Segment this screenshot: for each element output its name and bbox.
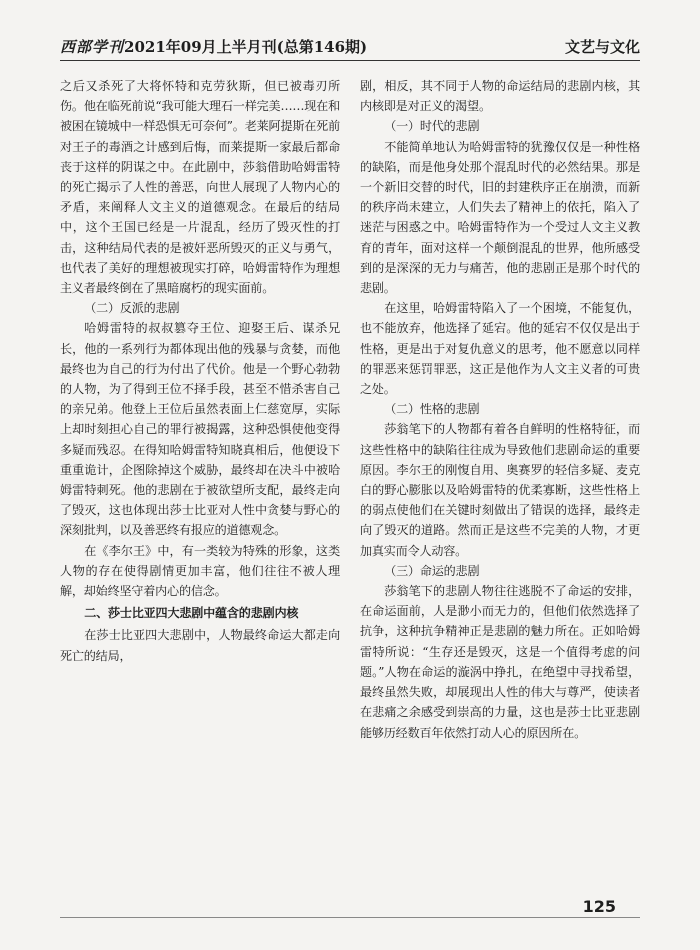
section-heading: （二）性格的悲剧 xyxy=(384,402,480,417)
paragraph: 在《李尔王》中，有一类较为特殊的形象，这类人物的存在使得剧情更加丰富，他们往往不被人理解，却始终坚守着内心的信念。 xyxy=(60,543,340,599)
journal-logo: 西部学刊 xyxy=(60,38,125,56)
section-heading: （三）命运的悲剧 xyxy=(384,563,480,578)
paragraph: 莎翁笔下的人物都有着各自鲜明的性格特征，而这些性格中的缺陷往往成为导致他们悲剧命运的重要原因。李尔王的刚愎自用、奥赛罗的轻信多疑、麦克白的野心膨胀以及哈姆雷特的优柔寡断，这些性格上的弱点使他们在关键时刻做出了错误的选择，最终走向了毁灭的道路。然而正是这些不完美的人物，才更加真实而令人动容。 xyxy=(360,422,640,558)
paragraph: 之后又杀死了大将怀特和克劳狄斯，但已被毒刃所伤。他在临死前说“我可能大理石一样完美……现在和被困在镜城中一样恐惧无可奈何”。老莱阿提斯在死前对王子的毒酒之计感到后悔，而莱提斯一家最后都命丧于这样的阴谋之中。在此剧中，莎翁借助哈姆雷特的死亡揭示了人性的善恶，向世人展现了人物内心的矛盾，来阐释人文主义的道德观念。在最后的结局中，这个王国已经是一片混乱，经历了毁灭性的打击，这种结局代表的是被奸恶所毁灭的正义与勇气，也代表了美好的理想被现实打碎，哈姆雷特作为理想主义者最终倒在了黑暗腐朽的现实面前。 xyxy=(60,79,340,296)
page-number: 125 xyxy=(582,897,616,916)
section-heading: （一）时代的悲剧 xyxy=(384,119,480,134)
header-rule xyxy=(60,60,640,61)
journal-title xyxy=(60,36,367,57)
paragraph: 在莎士比亚四大悲剧中，人物最终命运大都走向死亡的结局， xyxy=(60,628,340,663)
page-header xyxy=(60,30,640,66)
paragraph: 不能简单地认为哈姆雷特的犹豫仅仅是一种性格的缺陷，而是他身处那个混乱时代的必然结果。那是一个新旧交替的时代，旧的封建秩序正在崩溃，而新的秩序尚未建立，人们失去了精神上的依托，陷入了迷茫与困惑之中。哈姆雷特作为一个受过人文主义教育的青年，面对这样一个颠倒混乱的世界，他所感受到的是深深的无力与痛苦，他的悲剧正是那个时代的悲剧。 xyxy=(360,139,640,296)
footer-rule xyxy=(60,917,640,918)
paragraph: 哈姆雷特的叔叔篡夺王位、迎娶王后、谋杀兄长，他的一系列行为都体现出他的残暴与贪婪，而他最终也为自己的行为付出了代价。他是一个野心勃勃的人物，为了得到王位不择手段，甚至不惜杀害自己的亲兄弟。他登上王位后虽然表面上仁慈宽厚，实际上却时刻担心自己的罪行被揭露，这种恐惧使他变得多疑而残忍。在得知哈姆雷特知晓真相后，他便设下重重诡计，企图除掉这个威胁，最终却在决斗中被哈姆雷特刺死。他的悲剧在于被欲望所支配，最终走向了毁灭，这也体现出莎士比亚对人性中贪婪与野心的深刻批判，以及善恶终有报应的道德观念。 xyxy=(60,321,340,538)
right-column xyxy=(360,76,640,743)
issue-label: 2021年09月上半月刊(总第146期) xyxy=(124,38,368,56)
paragraph: 莎翁笔下的悲剧人物往往逃脱不了命运的安排，在命运面前，人是渺小而无力的，但他们依然选择了抗争，这种抗争精神正是悲剧的魅力所在。正如哈姆雷特所说：“生存还是毁灭，这是一个值得考虑的问题。”人物在命运的漩涡中挣扎，在绝望中寻找希望，最终虽然失败，却展现出人性的伟大与尊严，使读者在悲痛之余感受到崇高的力量，这也是莎士比亚悲剧能够历经数百年依然打动人心的原因所在。 xyxy=(360,584,640,740)
section-heading: 二、莎士比亚四大悲剧中蕴含的悲剧内核 xyxy=(84,606,299,621)
section-heading: （二）反派的悲剧 xyxy=(84,301,180,316)
section-title: 文艺与文化 xyxy=(564,38,640,56)
paragraph: 剧，相反，其不同于人物的命运结局的悲剧内核，其内核即是对正义的渴望。 xyxy=(360,79,640,114)
left-column xyxy=(60,76,340,666)
paragraph: 在这里，哈姆雷特陷入了一个困境，不能复仇，也不能放弃，他选择了延宕。他的延宕不仅仅是出于性格，更是出于对复仇意义的思考，他不愿意以同样的罪恶来惩罚罪恶，这正是他作为人文主义者的可贵之处。 xyxy=(360,301,640,397)
